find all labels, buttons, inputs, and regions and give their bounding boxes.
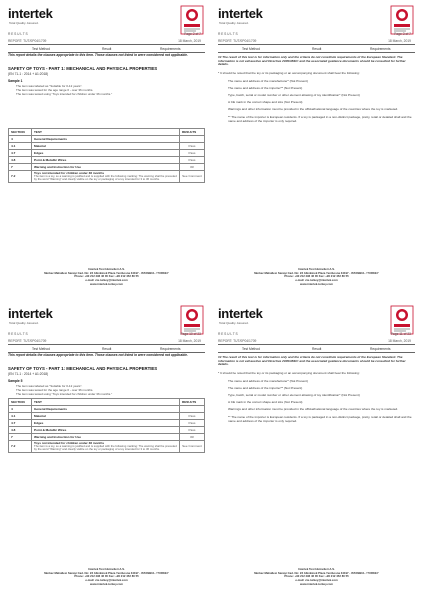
turkak-accreditation-seal-icon	[180, 305, 204, 335]
applicability-disclaimer: This report details the clauses appropriate to this item. Those clauses not listed in were considered not applicable.	[8, 353, 188, 357]
cell-section: 4.8	[9, 427, 32, 434]
table-row	[9, 143, 205, 150]
cell-result	[180, 406, 205, 413]
cell-result: See Comment	[180, 171, 205, 183]
page-number: Page 3 of 7	[394, 32, 411, 36]
footer-web: www.intertek-turkey.com	[300, 281, 333, 286]
page-footer	[4, 268, 209, 287]
label-requirement: A CE mark in the correct shape and size (Not Present)	[228, 400, 303, 404]
cell-test: Warning and Instruction for Use	[32, 164, 180, 171]
cell-test: Point & Metallic Wires	[32, 157, 180, 164]
language-note: Warnings and other information must be provided in the official/national language of the countries where the toy is marketed.	[228, 107, 399, 111]
page-number: Page 10 of 23	[180, 332, 201, 336]
logo-tagline: Total Quality. Assured.	[9, 321, 39, 325]
label-requirement: The name and address of the importer** (Not Present)	[228, 386, 303, 390]
th-test: TEST	[32, 129, 180, 136]
th-results: RESULTS	[180, 399, 205, 406]
sample-line: The item was tested using "Toys intended for children under 36 months."	[16, 392, 113, 396]
table-row	[9, 171, 205, 183]
sample-line: The item was tested for the age range 0 - over 36 months.	[16, 88, 94, 92]
report-date: 18 March, 2019	[178, 39, 201, 43]
cell-test: Material	[32, 143, 180, 150]
footer-address: Merkez Mahallesi Sanayi Cad. No: 23 Altınkürek Plaza Yenibosna 34197 - ISTANBUL / TURKEY	[44, 270, 169, 275]
label-requirement: Type, batch, serial or model number or other element allowing of toy identification* (Not Present)	[228, 93, 360, 97]
th-test: TEST	[32, 399, 180, 406]
applicability-disclaimer: This report details the clauses appropriate to this item. Those clauses not listed in were considered not applicable.	[8, 53, 188, 57]
column-header-bar	[8, 44, 205, 53]
label-requirement: A CE mark in the correct shape and size (Not Present)	[228, 100, 303, 104]
footer-email: e-mail: cte.turkey@intertek.com	[85, 578, 128, 583]
cell-result: Pass	[180, 427, 205, 434]
cell-test: Material	[32, 413, 180, 420]
table-row	[9, 150, 205, 157]
col-test-method: Test Method	[32, 46, 50, 51]
cell-result: Pass	[180, 150, 205, 157]
importer-note: ** The name of the importer is European residents. If a toy is packaged in a non-distinct package, pretty, retail or detailed shall and the name and address of the importer is only required.	[228, 415, 412, 423]
turkak-accreditation-seal-icon	[180, 5, 204, 35]
page-footer	[4, 568, 209, 587]
cell-section: 4.7	[9, 420, 32, 427]
cell-test: General Requirements	[32, 136, 180, 143]
sample-label: Sample 5	[8, 379, 23, 383]
page-number: Page 11 of 23	[390, 332, 411, 336]
table-row	[9, 441, 205, 453]
report-date: 18 March, 2019	[178, 339, 201, 343]
label-requirement: The name and address of the importer** (Not Present)	[228, 86, 303, 90]
col-test-method: Test Method	[32, 346, 50, 351]
cell-section: 4.8	[9, 157, 32, 164]
results-label: RESULTS	[218, 332, 239, 336]
intertek-logo: intertek	[218, 6, 263, 21]
cell-result: Pass	[180, 157, 205, 164]
standard-title: SAFETY OF TOYS - PART 1: MECHANICAL AND PHYSICAL PROPERTIES	[8, 366, 158, 371]
turkak-accreditation-seal-icon	[390, 5, 414, 35]
cell-section: 7.2	[9, 171, 32, 183]
footer-company: Intertek Test Hizmetleri A.S.	[88, 267, 125, 271]
report-number: REPORT: TUT/0P04/1709	[218, 339, 257, 343]
footer-address: Merkez Mahallesi Sanayi Cad. No: 23 Altınkürek Plaza Yenibosna 34197 - ISTANBUL / TURKEY	[254, 570, 379, 575]
intertek-logo: intertek	[8, 306, 53, 321]
table-row	[9, 157, 205, 164]
footer-email: e-mail: cte.turkey@intertek.com	[295, 278, 338, 283]
intertek-logo: intertek	[8, 6, 53, 21]
cell-test: Point & Metallic Wires	[32, 427, 180, 434]
cell-test-title: Toys not intended for children under 36 months	[34, 441, 105, 445]
col-test-method: Test Method	[242, 46, 260, 51]
cell-result: Pass	[180, 420, 205, 427]
sample-line: The item was tested for the age range 0 - over 36 months.	[16, 388, 94, 392]
column-header-bar	[218, 344, 415, 353]
cell-section: 4.1	[9, 413, 32, 420]
cell-test-note: The item is a toy, so a warning is justified and is supplied with the following marking: The warning shall be preceded by the word "Warning" and clearly visible on the toy or packaging of a toy intended for 3 to 36 months.	[34, 444, 177, 452]
importer-note: ** The name of the importer is European residents. If a toy is packaged in a non-distinct package, pretty, retail or detailed shall and the name and address of the importer is only required.	[228, 115, 412, 123]
turkak-accreditation-seal-icon	[390, 305, 414, 335]
report-page	[214, 302, 419, 596]
cell-section: 4	[9, 136, 32, 143]
report-page	[4, 2, 209, 296]
footer-phone: Phone: +90 212 496 46 00 Fax: +90 212 452 80 55	[284, 274, 349, 279]
cell-section: 7.2	[9, 441, 32, 453]
report-number: REPORT: TUT/0P04/1709	[8, 339, 47, 343]
col-result: Result	[312, 46, 322, 51]
footer-phone: Phone: +90 212 496 46 00 Fax: +90 212 452 80 55	[284, 574, 349, 579]
standard-title: SAFETY OF TOYS - PART 1: MECHANICAL AND PHYSICAL PROPERTIES	[8, 66, 158, 71]
report-page	[4, 302, 209, 596]
cell-section: 4	[9, 406, 32, 413]
cell-test	[32, 441, 180, 453]
cell-test: Edges	[32, 420, 180, 427]
table-header-row	[9, 129, 205, 136]
label-requirement: Type, batch, serial or model number or other element allowing of toy identification* (Not Present)	[228, 393, 360, 397]
table-header-row	[9, 399, 205, 406]
results-label: RESULTS	[8, 332, 29, 336]
information-note: ## The result of this test is for information only and the criteria do not constitute requirements of the European Standard. The information is not exhaustive and Directive 2009/48/EC and the associated guidance documents should be consulted for further details.	[218, 55, 406, 67]
labeling-note: * It should be noted that the toy or its packaging or an accompanying document shall bear the following:	[218, 71, 360, 75]
logo-tagline: Total Quality. Assured.	[219, 321, 249, 325]
report-number: REPORT: TUT/0P04/1709	[8, 39, 47, 43]
footer-phone: Phone: +90 212 496 46 00 Fax: +90 212 452 80 55	[74, 274, 139, 279]
footer-company: Intertek Test Hizmetleri A.S.	[298, 267, 335, 271]
col-requirements: Requirements	[370, 46, 391, 51]
footer-company: Intertek Test Hizmetleri A.S.	[298, 567, 335, 571]
page-number: Page 2 of 7	[184, 32, 201, 36]
standard-number: (EN 71-1 : 2014 + A1:2018)	[8, 72, 49, 76]
cell-section: 4.7	[9, 150, 32, 157]
table-row	[9, 406, 205, 413]
cell-result: Pass	[180, 413, 205, 420]
cell-test: Edges	[32, 150, 180, 157]
cell-test	[32, 171, 180, 183]
report-date: 18 March, 2019	[388, 339, 411, 343]
standard-number: (EN 71-1 : 2014 + A1:2018)	[8, 372, 49, 376]
table-row	[9, 164, 205, 171]
col-requirements: Requirements	[370, 346, 391, 351]
cell-test-note: The item is a toy, so a warning is justified and is supplied with the following marking: The warning shall be preceded by the word "Warning" and clearly visible on the toy or packaging of a toy intended for 3 to 36 months.	[34, 174, 177, 182]
report-number: REPORT: TUT/0P04/1709	[218, 39, 257, 43]
sample-label: Sample 1	[8, 79, 23, 83]
results-label: RESULTS	[218, 32, 239, 36]
th-results: RESULTS	[180, 129, 205, 136]
column-header-bar	[8, 344, 205, 353]
cell-test: Warning and Instruction for Use	[32, 434, 180, 441]
label-requirement: The name and address of the manufacturer* (Not Present)	[228, 379, 308, 383]
cell-section: 7	[9, 164, 32, 171]
sample-line: The item was tested using "Toys intended for children under 36 months."	[16, 92, 113, 96]
cell-result: See Comment	[180, 441, 205, 453]
cell-result: ##	[180, 434, 205, 441]
footer-web: www.intertek-turkey.com	[90, 581, 123, 586]
results-table	[8, 398, 205, 453]
col-result: Result	[102, 46, 112, 51]
results-table	[8, 128, 205, 183]
column-header-bar	[218, 44, 415, 53]
col-result: Result	[102, 346, 112, 351]
table-row	[9, 413, 205, 420]
label-requirement: The name and address of the manufacturer* (Not Present)	[228, 79, 308, 83]
page-footer	[214, 268, 419, 287]
cell-test: General Requirements	[32, 406, 180, 413]
language-note: Warnings and other information must be provided in the official/national language of the countries where the toy is marketed.	[228, 407, 399, 411]
footer-address: Merkez Mahallesi Sanayi Cad. No: 23 Altınkürek Plaza Yenibosna 34197 - ISTANBUL / TURKEY	[254, 270, 379, 275]
table-row	[9, 434, 205, 441]
table-row	[9, 136, 205, 143]
col-test-method: Test Method	[242, 346, 260, 351]
footer-web: www.intertek-turkey.com	[90, 281, 123, 286]
results-label: RESULTS	[8, 32, 29, 36]
cell-result: ##	[180, 164, 205, 171]
report-page	[214, 2, 419, 296]
cell-result: Pass	[180, 143, 205, 150]
footer-phone: Phone: +90 212 496 46 00 Fax: +90 212 452 80 55	[74, 574, 139, 579]
sample-line: The item was labeled as "Suitable for 0-12 years".	[16, 384, 83, 388]
information-note: ## The result of this test is for information only and the criteria do not constitute requirements of the European Standard. The information is not exhaustive and Directive 2009/48/EC and the associated guidance documents should be consulted for further details.	[218, 355, 406, 367]
cell-section: 4.1	[9, 143, 32, 150]
footer-company: Intertek Test Hizmetleri A.S.	[88, 567, 125, 571]
footer-web: www.intertek-turkey.com	[300, 581, 333, 586]
col-requirements: Requirements	[160, 46, 181, 51]
logo-tagline: Total Quality. Assured.	[9, 21, 39, 25]
th-section: SECTION	[9, 399, 32, 406]
intertek-logo: intertek	[218, 306, 263, 321]
cell-section: 7	[9, 434, 32, 441]
col-result: Result	[312, 346, 322, 351]
cell-result	[180, 136, 205, 143]
col-requirements: Requirements	[160, 346, 181, 351]
cell-test-title: Toys not intended for children under 36 months	[34, 171, 105, 175]
footer-address: Merkez Mahallesi Sanayi Cad. No: 23 Altınkürek Plaza Yenibosna 34197 - ISTANBUL / TURKEY	[44, 570, 169, 575]
th-section: SECTION	[9, 129, 32, 136]
table-row	[9, 427, 205, 434]
report-date: 18 March, 2019	[388, 39, 411, 43]
logo-tagline: Total Quality. Assured.	[219, 21, 249, 25]
labeling-note: * It should be noted that the toy or its packaging or an accompanying document shall bear the following:	[218, 371, 360, 375]
sample-line: The item was labeled as "Suitable for 0-12 years".	[16, 84, 83, 88]
footer-email: e-mail: cte.turkey@intertek.com	[295, 578, 338, 583]
table-row	[9, 420, 205, 427]
footer-email: e-mail: cte.turkey@intertek.com	[85, 278, 128, 283]
page-footer	[214, 568, 419, 587]
